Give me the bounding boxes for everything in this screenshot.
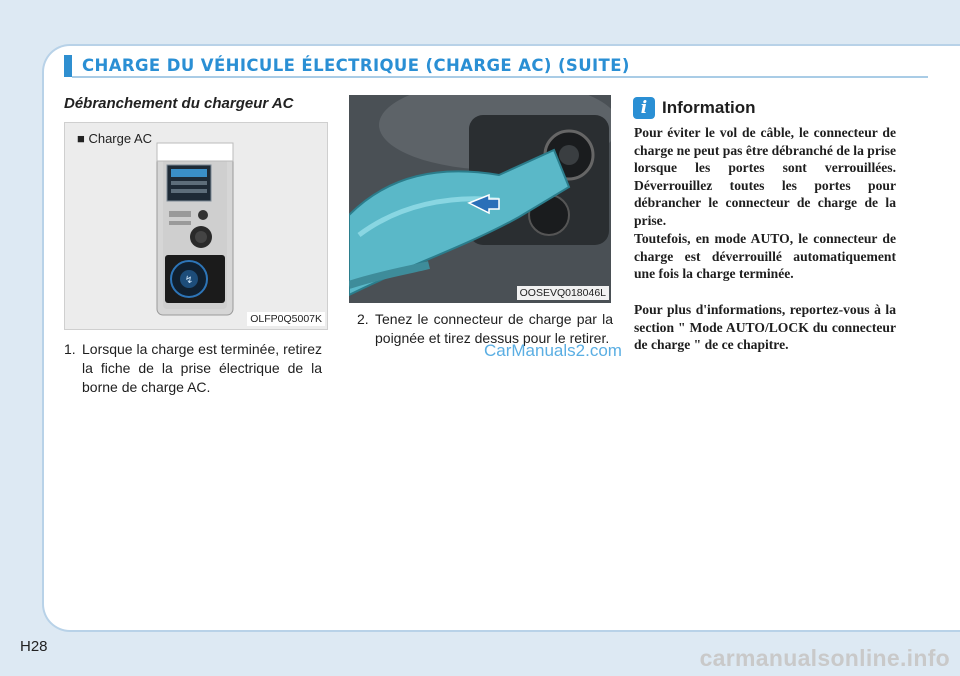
charger-station-illustration	[65, 123, 328, 330]
step-body: Lorsque la charge est terminée, retirez la fiche de la prise électrique de la borne de charge AC.	[82, 341, 322, 395]
section-title: Débranchement du chargeur AC	[64, 95, 294, 112]
information-title: Information	[662, 98, 756, 117]
info-paragraph-1: Pour éviter le vol de câble, le connecteur de charge ne peut pas être débranché de la prise lorsque les portes sont verrouillées. Déverrouillez toutes les portes pour débrancher le connecteur de charge de la prise.	[634, 125, 896, 228]
info-paragraph-3: Pour plus d'informations, reportez-vous à la section " Mode AUTO/LOCK du connecteur de charge " de ce chapitre.	[634, 302, 896, 352]
figure-code: OOSEVQ018046L	[517, 286, 609, 300]
figure-label: ■ Charge AC	[77, 131, 153, 146]
header-accent-bar	[64, 55, 72, 77]
site-watermark: carmanualsonline.info	[699, 645, 950, 671]
figure-code: OLFP0Q5007K	[247, 312, 325, 326]
information-icon: i	[633, 97, 655, 119]
watermark-text: CarManuals2.com	[484, 341, 622, 360]
header-rule	[72, 76, 928, 78]
step-number: 2.	[357, 311, 369, 327]
step-number: 1.	[64, 341, 76, 357]
step-1	[64, 340, 322, 397]
connector-illustration	[349, 95, 611, 303]
figure-ac-charger	[64, 122, 328, 330]
step-body: Tenez le connecteur de charge par la poignée et tirez dessus pour le retirer.	[375, 311, 613, 346]
figure-connector-removal	[349, 95, 611, 303]
page-number: H28	[20, 638, 48, 655]
svg-text:↯: ↯	[184, 275, 194, 286]
info-paragraph-2: Toutefois, en mode AUTO, le connecteur de charge est déverrouillé automatiquement une fois la charge terminée.	[634, 231, 896, 281]
page-header-title: CHARGE DU VÉHICULE ÉLECTRIQUE (CHARGE AC) (SUITE)	[82, 56, 630, 75]
